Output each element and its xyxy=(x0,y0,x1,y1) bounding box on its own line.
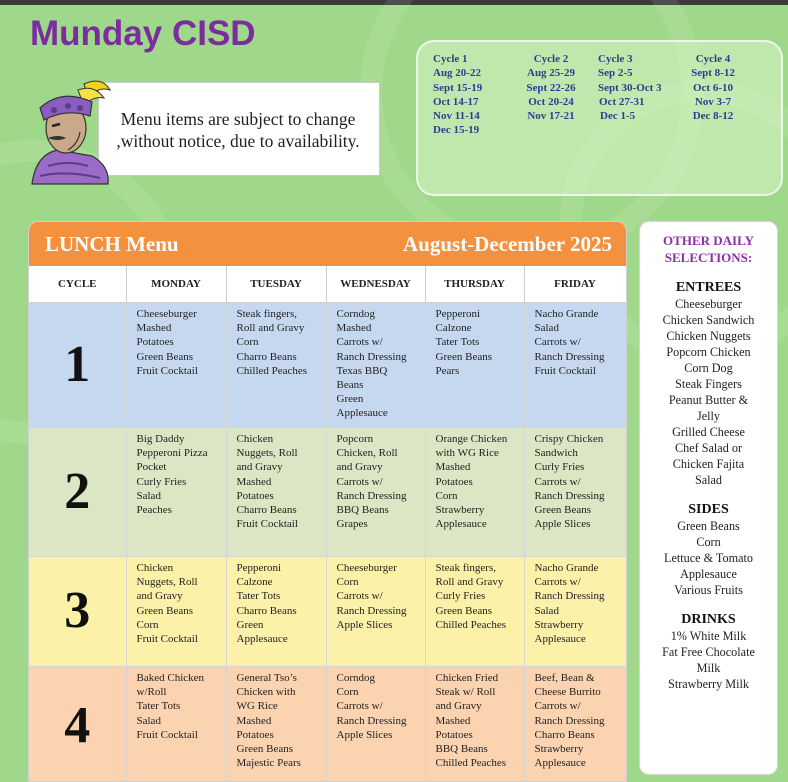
menu-item: General Tso’s xyxy=(237,671,320,685)
menu-item: Orange Chicken xyxy=(436,432,518,446)
menu-item: and Gravy xyxy=(237,460,320,474)
menu-item: Cheeseburger xyxy=(337,561,419,575)
menu-item: Roll and Gravy xyxy=(237,321,320,335)
selection-item: Steak Fingers xyxy=(640,376,777,392)
menu-item: Ranch Dressing xyxy=(337,714,419,728)
cycle-label: Cycle 2 xyxy=(520,52,582,66)
menu-item: Corndog xyxy=(337,671,419,685)
menu-item: Potatoes xyxy=(436,728,518,742)
menu-item: Carrots w/ xyxy=(337,475,419,489)
menu-item: Baked Chicken xyxy=(137,671,220,685)
cycle-date: Dec 15-19 xyxy=(433,123,482,137)
cycle-number: 3 xyxy=(29,557,126,667)
menu-item: Chilled Peaches xyxy=(436,756,518,770)
selection-item: Green Beans xyxy=(640,518,777,534)
menu-cell-tuesday xyxy=(226,303,326,428)
menu-item: Nacho Grande xyxy=(535,561,620,575)
section-heading-drinks: DRINKS xyxy=(640,612,777,628)
menu-item: Beans xyxy=(337,378,419,392)
lunch-menu-table xyxy=(29,266,627,782)
menu-item: Strawberry xyxy=(535,742,620,756)
menu-cell-friday xyxy=(524,667,626,782)
menu-item: Mashed xyxy=(237,714,320,728)
menu-item: Corndog xyxy=(337,307,419,321)
cycle-date: Nov 3-7 xyxy=(688,95,738,109)
menu-item: Strawberry xyxy=(436,503,518,517)
selection-item: Strawberry Milk xyxy=(640,676,777,692)
cycle-number: 2 xyxy=(29,428,126,557)
menu-item: Applesauce xyxy=(535,632,620,646)
menu-item: Carrots w/ xyxy=(535,475,620,489)
menu-item: Cheeseburger xyxy=(137,307,220,321)
selection-item: 1% White Milk xyxy=(640,628,777,644)
cycle-number: 1 xyxy=(29,303,126,428)
menu-item: Chilled Peaches xyxy=(237,364,320,378)
menu-item: Majestic Pears xyxy=(237,756,320,770)
cycle-date: Dec 1-5 xyxy=(598,109,662,123)
cycle-date: Oct 14-17 xyxy=(433,95,482,109)
lunch-menu-panel xyxy=(28,221,627,782)
menu-item: Corn xyxy=(436,489,518,503)
cycle-date: Aug 25-29 xyxy=(520,66,582,80)
selection-item: Grilled Cheese xyxy=(640,424,777,440)
selection-item: Various Fruits xyxy=(640,582,777,598)
menu-item: Beef, Bean & xyxy=(535,671,620,685)
menu-item: Ranch Dressing xyxy=(535,350,620,364)
cycle-date: Dec 8-12 xyxy=(688,109,738,123)
lunch-menu-header xyxy=(29,222,626,266)
menu-cell-tuesday xyxy=(226,428,326,557)
cycle-date: Nov 11-14 xyxy=(433,109,482,123)
cycle-date: Nov 17-21 xyxy=(520,109,582,123)
menu-cell-friday xyxy=(524,428,626,557)
menu-row-cycle-4 xyxy=(29,667,626,782)
menu-item: Applesauce xyxy=(237,632,320,646)
cycle-date: Aug 20-22 xyxy=(433,66,482,80)
menu-item: Green xyxy=(237,618,320,632)
menu-item: Pepperoni xyxy=(237,561,320,575)
column-header-friday: FRIDAY xyxy=(524,266,626,303)
menu-cell-thursday xyxy=(425,667,524,782)
menu-cell-wednesday xyxy=(326,428,425,557)
menu-item: Pepperoni Pizza xyxy=(137,446,220,460)
menu-item: Charro Beans xyxy=(535,728,620,742)
menu-item: Curly Fries xyxy=(535,460,620,474)
menu-item: Pepperoni xyxy=(436,307,518,321)
cycle-date: Oct 20-24 xyxy=(520,95,582,109)
menu-item: w/Roll xyxy=(137,685,220,699)
lunch-menu-period: August-December 2025 xyxy=(403,232,612,257)
menu-item: Chicken with xyxy=(237,685,320,699)
selection-item: Salad xyxy=(640,472,777,488)
cycle-date: Oct 6-10 xyxy=(688,81,738,95)
menu-item: Tater Tots xyxy=(237,589,320,603)
menu-item: Green Beans xyxy=(237,742,320,756)
cycle-date: Sept 22-26 xyxy=(520,81,582,95)
menu-item: Ranch Dressing xyxy=(535,489,620,503)
menu-item: Green xyxy=(337,392,419,406)
menu-item: Crispy Chicken xyxy=(535,432,620,446)
menu-item: Chicken xyxy=(137,561,220,575)
menu-item: Corn xyxy=(337,685,419,699)
selection-item: Applesauce xyxy=(640,566,777,582)
cycle-column-2 xyxy=(520,52,582,123)
selection-item: Corn xyxy=(640,534,777,550)
other-daily-selections xyxy=(639,221,778,775)
menu-item: Fruit Cocktail xyxy=(137,728,220,742)
menu-item: Potatoes xyxy=(237,728,320,742)
menu-cell-thursday xyxy=(425,303,524,428)
other-heading-line: SELECTIONS: xyxy=(640,249,777,266)
section-heading-sides: SIDES xyxy=(640,502,777,518)
menu-item: Carrots w/ xyxy=(337,699,419,713)
menu-item: Carrots w/ xyxy=(535,699,620,713)
menu-item: Steak fingers, xyxy=(237,307,320,321)
selection-item: Chicken Fajita xyxy=(640,456,777,472)
menu-cell-tuesday xyxy=(226,557,326,667)
cycle-date: Sept 15-19 xyxy=(433,81,482,95)
selection-item: Chicken Nuggets xyxy=(640,328,777,344)
menu-item: Green Beans xyxy=(436,604,518,618)
menu-item: WG Rice xyxy=(237,699,320,713)
other-selections-heading xyxy=(640,232,777,266)
menu-item: Fruit Cocktail xyxy=(535,364,620,378)
page-title: Munday CISD xyxy=(30,14,256,54)
menu-item: Green Beans xyxy=(535,503,620,517)
menu-item: Ranch Dressing xyxy=(535,589,620,603)
menu-item: Chicken, Roll xyxy=(337,446,419,460)
menu-item: Carrots w/ xyxy=(535,335,620,349)
menu-item: Green Beans xyxy=(436,350,518,364)
section-heading-entrees: ENTREES xyxy=(640,280,777,296)
menu-item: Calzone xyxy=(237,575,320,589)
menu-item: Big Daddy xyxy=(137,432,220,446)
selection-item: Corn Dog xyxy=(640,360,777,376)
menu-row-cycle-1 xyxy=(29,303,626,428)
menu-item: Calzone xyxy=(436,321,518,335)
menu-item: Salad xyxy=(137,714,220,728)
menu-item: Applesauce xyxy=(535,756,620,770)
menu-item: Corn xyxy=(337,575,419,589)
menu-item: Applesauce xyxy=(436,517,518,531)
other-heading-line: OTHER DAILY xyxy=(640,232,777,249)
menu-item: Charro Beans xyxy=(237,604,320,618)
menu-item: Popcorn xyxy=(337,432,419,446)
menu-item: with WG Rice xyxy=(436,446,518,460)
menu-item: BBQ Beans xyxy=(337,503,419,517)
menu-item: Potatoes xyxy=(436,475,518,489)
menu-item: BBQ Beans xyxy=(436,742,518,756)
menu-item: Charro Beans xyxy=(237,503,320,517)
menu-item: Chicken Fried xyxy=(436,671,518,685)
menu-cell-monday xyxy=(126,667,226,782)
menu-row-cycle-3 xyxy=(29,557,626,667)
menu-item: Nuggets, Roll xyxy=(237,446,320,460)
selection-item: Chicken Sandwich xyxy=(640,312,777,328)
menu-item: Pears xyxy=(436,364,518,378)
menu-item: Charro Beans xyxy=(237,350,320,364)
menu-item: Cheese Burrito xyxy=(535,685,620,699)
menu-cell-monday xyxy=(126,557,226,667)
menu-item: Carrots w/ xyxy=(535,575,620,589)
menu-item: Potatoes xyxy=(137,335,220,349)
menu-item: Fruit Cocktail xyxy=(137,364,220,378)
menu-item: Potatoes xyxy=(237,489,320,503)
menu-cell-wednesday xyxy=(326,303,425,428)
lunch-menu-title: LUNCH Menu xyxy=(45,232,179,257)
cycle-column-3 xyxy=(598,52,662,123)
selection-item: Jelly xyxy=(640,408,777,424)
cycle-label: Cycle 1 xyxy=(433,52,482,66)
menu-item: Carrots w/ xyxy=(337,589,419,603)
cycle-date: Sept 8-12 xyxy=(688,66,738,80)
menu-cell-thursday xyxy=(425,428,524,557)
menu-item: Apple Slices xyxy=(337,728,419,742)
menu-cell-friday xyxy=(524,557,626,667)
selection-item: Popcorn Chicken xyxy=(640,344,777,360)
menu-item: Texas BBQ xyxy=(337,364,419,378)
menu-item: Pocket xyxy=(137,460,220,474)
selection-item: Milk xyxy=(640,660,777,676)
cycle-date: Oct 27-31 xyxy=(598,95,662,109)
menu-row-cycle-2 xyxy=(29,428,626,557)
cycle-date: Sep 2-5 xyxy=(598,66,662,80)
menu-cell-wednesday xyxy=(326,667,425,782)
menu-item: Mashed xyxy=(237,475,320,489)
viking-mascot-icon xyxy=(18,74,118,186)
menu-item: and Gravy xyxy=(137,589,220,603)
menu-cell-wednesday xyxy=(326,557,425,667)
menu-item: Sandwich xyxy=(535,446,620,460)
selection-item: Cheeseburger xyxy=(640,296,777,312)
menu-item: Ranch Dressing xyxy=(337,604,419,618)
column-header-tuesday: TUESDAY xyxy=(226,266,326,303)
menu-cell-tuesday xyxy=(226,667,326,782)
menu-item: Steak w/ Roll xyxy=(436,685,518,699)
menu-item: Grapes xyxy=(337,517,419,531)
menu-item: and Gravy xyxy=(436,699,518,713)
menu-item: Corn xyxy=(137,618,220,632)
menu-item: Peaches xyxy=(137,503,220,517)
cycle-column-1 xyxy=(433,52,482,138)
cycle-label: Cycle 4 xyxy=(688,52,738,66)
menu-item: Applesauce xyxy=(337,406,419,420)
menu-item: Curly Fries xyxy=(137,475,220,489)
column-header-wednesday: WEDNESDAY xyxy=(326,266,425,303)
menu-item: Corn xyxy=(237,335,320,349)
menu-cell-monday xyxy=(126,428,226,557)
menu-item: Salad xyxy=(535,321,620,335)
menu-item: Green Beans xyxy=(137,604,220,618)
menu-item: Mashed xyxy=(436,460,518,474)
menu-item: Steak fingers, xyxy=(436,561,518,575)
menu-item: Ranch Dressing xyxy=(337,489,419,503)
menu-item: Tater Tots xyxy=(436,335,518,349)
column-header-thursday: THURSDAY xyxy=(425,266,524,303)
menu-item: Salad xyxy=(137,489,220,503)
menu-item: Tater Tots xyxy=(137,699,220,713)
menu-item: Ranch Dressing xyxy=(535,714,620,728)
menu-item: Chicken xyxy=(237,432,320,446)
menu-item: Mashed xyxy=(137,321,220,335)
cycle-number: 4 xyxy=(29,667,126,782)
menu-item: Apple Slices xyxy=(535,517,620,531)
menu-item: Fruit Cocktail xyxy=(237,517,320,531)
selection-item: Chef Salad or xyxy=(640,440,777,456)
menu-item: Nacho Grande xyxy=(535,307,620,321)
menu-item: Chilled Peaches xyxy=(436,618,518,632)
menu-item: Carrots w/ xyxy=(337,335,419,349)
menu-cell-thursday xyxy=(425,557,524,667)
menu-item: Ranch Dressing xyxy=(337,350,419,364)
column-header-monday: MONDAY xyxy=(126,266,226,303)
menu-item: Apple Slices xyxy=(337,618,419,632)
cycle-label: Cycle 3 xyxy=(598,52,662,66)
selection-item: Peanut Butter & xyxy=(640,392,777,408)
menu-item: Nuggets, Roll xyxy=(137,575,220,589)
column-header-cycle: CYCLE xyxy=(29,266,126,303)
menu-item: Roll and Gravy xyxy=(436,575,518,589)
menu-item: Mashed xyxy=(337,321,419,335)
menu-item: Salad xyxy=(535,604,620,618)
menu-item: Strawberry xyxy=(535,618,620,632)
selection-item: Lettuce & Tomato xyxy=(640,550,777,566)
menu-cell-monday xyxy=(126,303,226,428)
menu-item: and Gravy xyxy=(337,460,419,474)
selection-item: Fat Free Chocolate xyxy=(640,644,777,660)
menu-item: Green Beans xyxy=(137,350,220,364)
menu-item: Curly Fries xyxy=(436,589,518,603)
menu-item: Mashed xyxy=(436,714,518,728)
cycle-column-4 xyxy=(688,52,738,123)
notice-text: Menu items are subject to change ,without notice, due to availability. xyxy=(110,108,366,152)
menu-cell-friday xyxy=(524,303,626,428)
menu-item: Fruit Cocktail xyxy=(137,632,220,646)
cycle-date: Sept 30-Oct 3 xyxy=(598,81,662,95)
